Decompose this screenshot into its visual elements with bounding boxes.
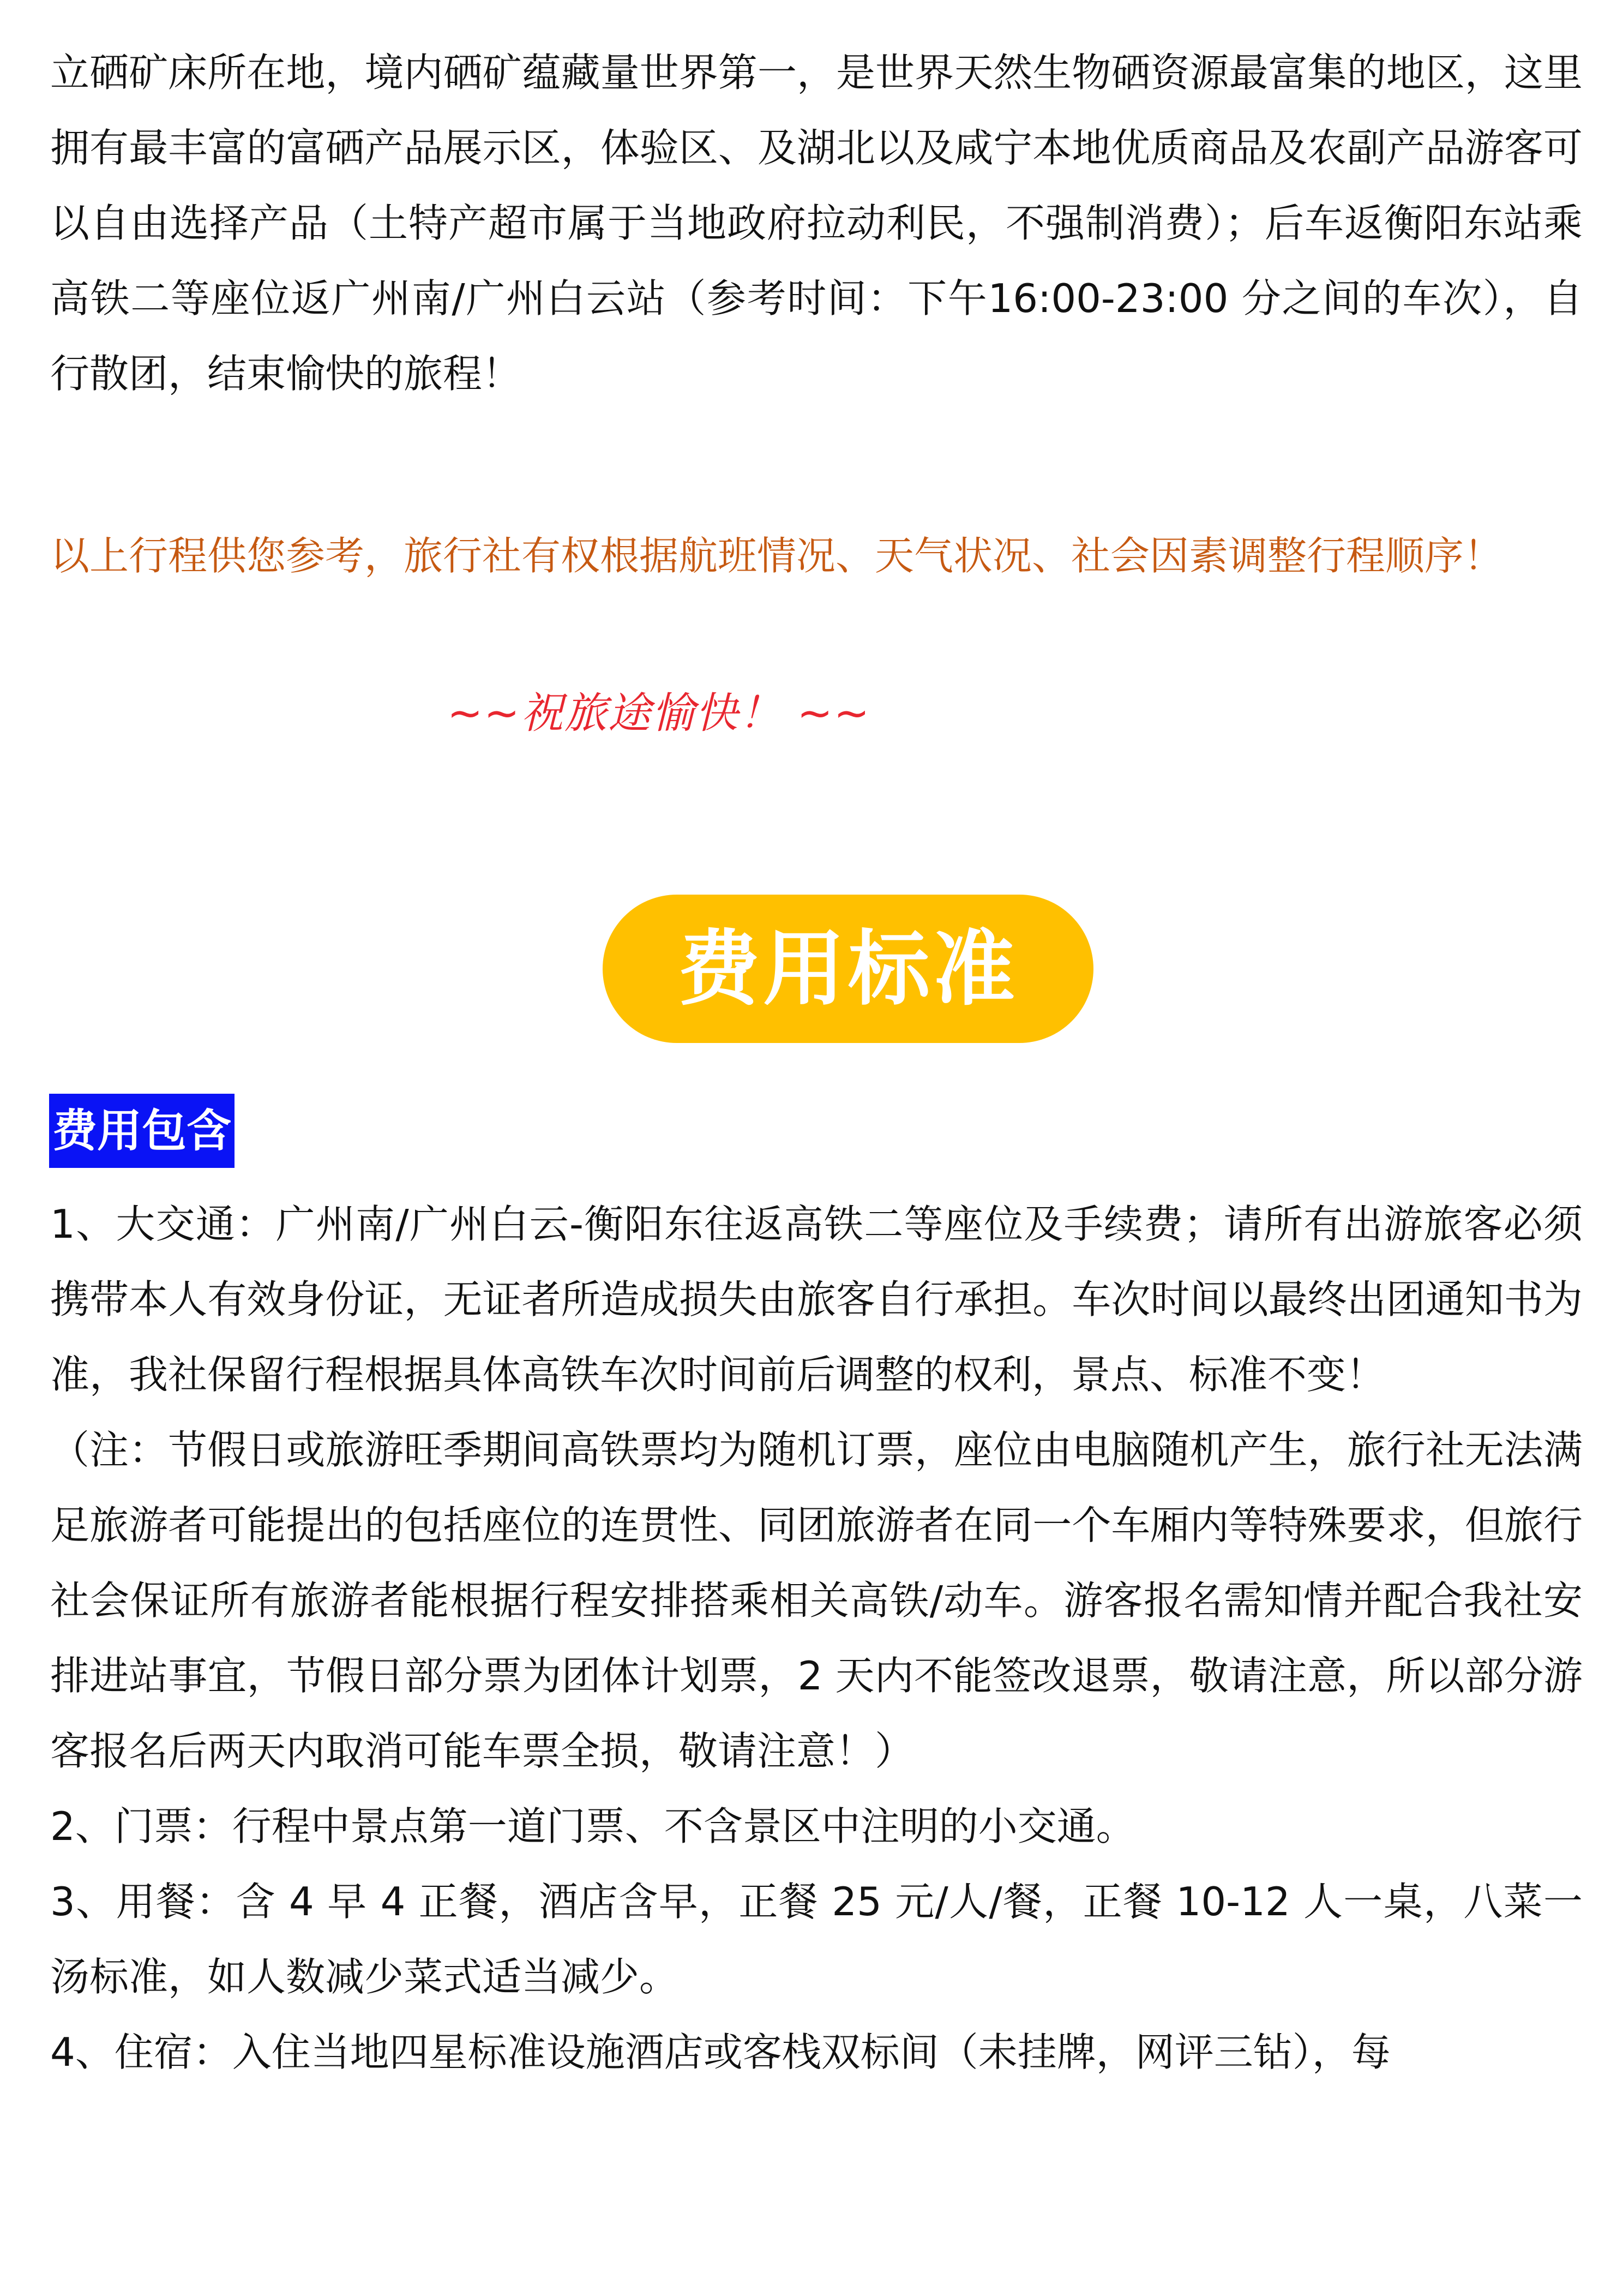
fee-item-meals: 3、用餐：含 4 早 4 正餐，酒店含早，正餐 25 元/人/餐，正餐 10-12 人一桌，八菜一汤标准，如人数减少菜式适当减少。 xyxy=(50,1879,1583,2000)
itinerary-intro-paragraph: 立硒矿床所在地，境内硒矿蕴藏量世界第一，是世界天然生物硒资源最富集的地区，这里拥有最丰富的富硒产品展示区，体验区、及湖北以及咸宁本地优质商品及农副产品游客可以自由选择产品（土特产超市属于当地政府拉动利民，不强制消费）；后车返衡阳东站乘高铁二等座位返广州南/广州白云站（参考时间：下午16:00-23:00 分之间的车次），自行散团，结束愉快的旅程！ xyxy=(50,50,1583,397)
fee-items-list xyxy=(50,1186,1583,2090)
fee-item-accommodation: 4、住宿：入住当地四星标准设施酒店或客栈双标间（未挂牌，网评三钻），每 xyxy=(50,2029,1391,2075)
fee-item-tickets: 2、门票：行程中景点第一道门票、不含景区中注明的小交通。 xyxy=(50,1803,1135,1849)
fee-item-transport-note: （注：节假日或旅游旺季期间高铁票均为随机订票，座位由电脑随机产生，旅行社无法满足旅游者可能提出的包括座位的连贯性、同团旅游者在同一个车厢内等特殊要求，但旅行社会保证所有旅游者能根据行程安排搭乘相关高铁/动车。游客报名需知情并配合我社安排进站事宜，节假日部分票为团体计划票，2 天内不能签改退票，敬请注意，所以部分游客报名后两天内取消可能车票全损，敬请注意！） xyxy=(50,1427,1583,1774)
fee-item-transport: 1、大交通：广州南/广州白云-衡阳东往返高铁二等座位及手续费；请所有出游旅客必须携带本人有效身份证，无证者所造成损失由旅客自行承担。车次时间以最终出团通知书为准，我社保留行程根据具体高铁车次时间前后调整的权利，景点、标准不变！ xyxy=(50,1201,1583,1398)
travel-wish-line: ~~祝旅途愉快！ ~~ xyxy=(447,689,871,738)
itinerary-notice: 以上行程供您参考，旅行社有权根据航班情况、天气状况、社会因素调整行程顺序！ xyxy=(50,533,1504,579)
subheading-fee-included: 费用包含 xyxy=(49,1094,235,1168)
section-title-fee-standard: 费用标准 xyxy=(603,895,1093,1043)
